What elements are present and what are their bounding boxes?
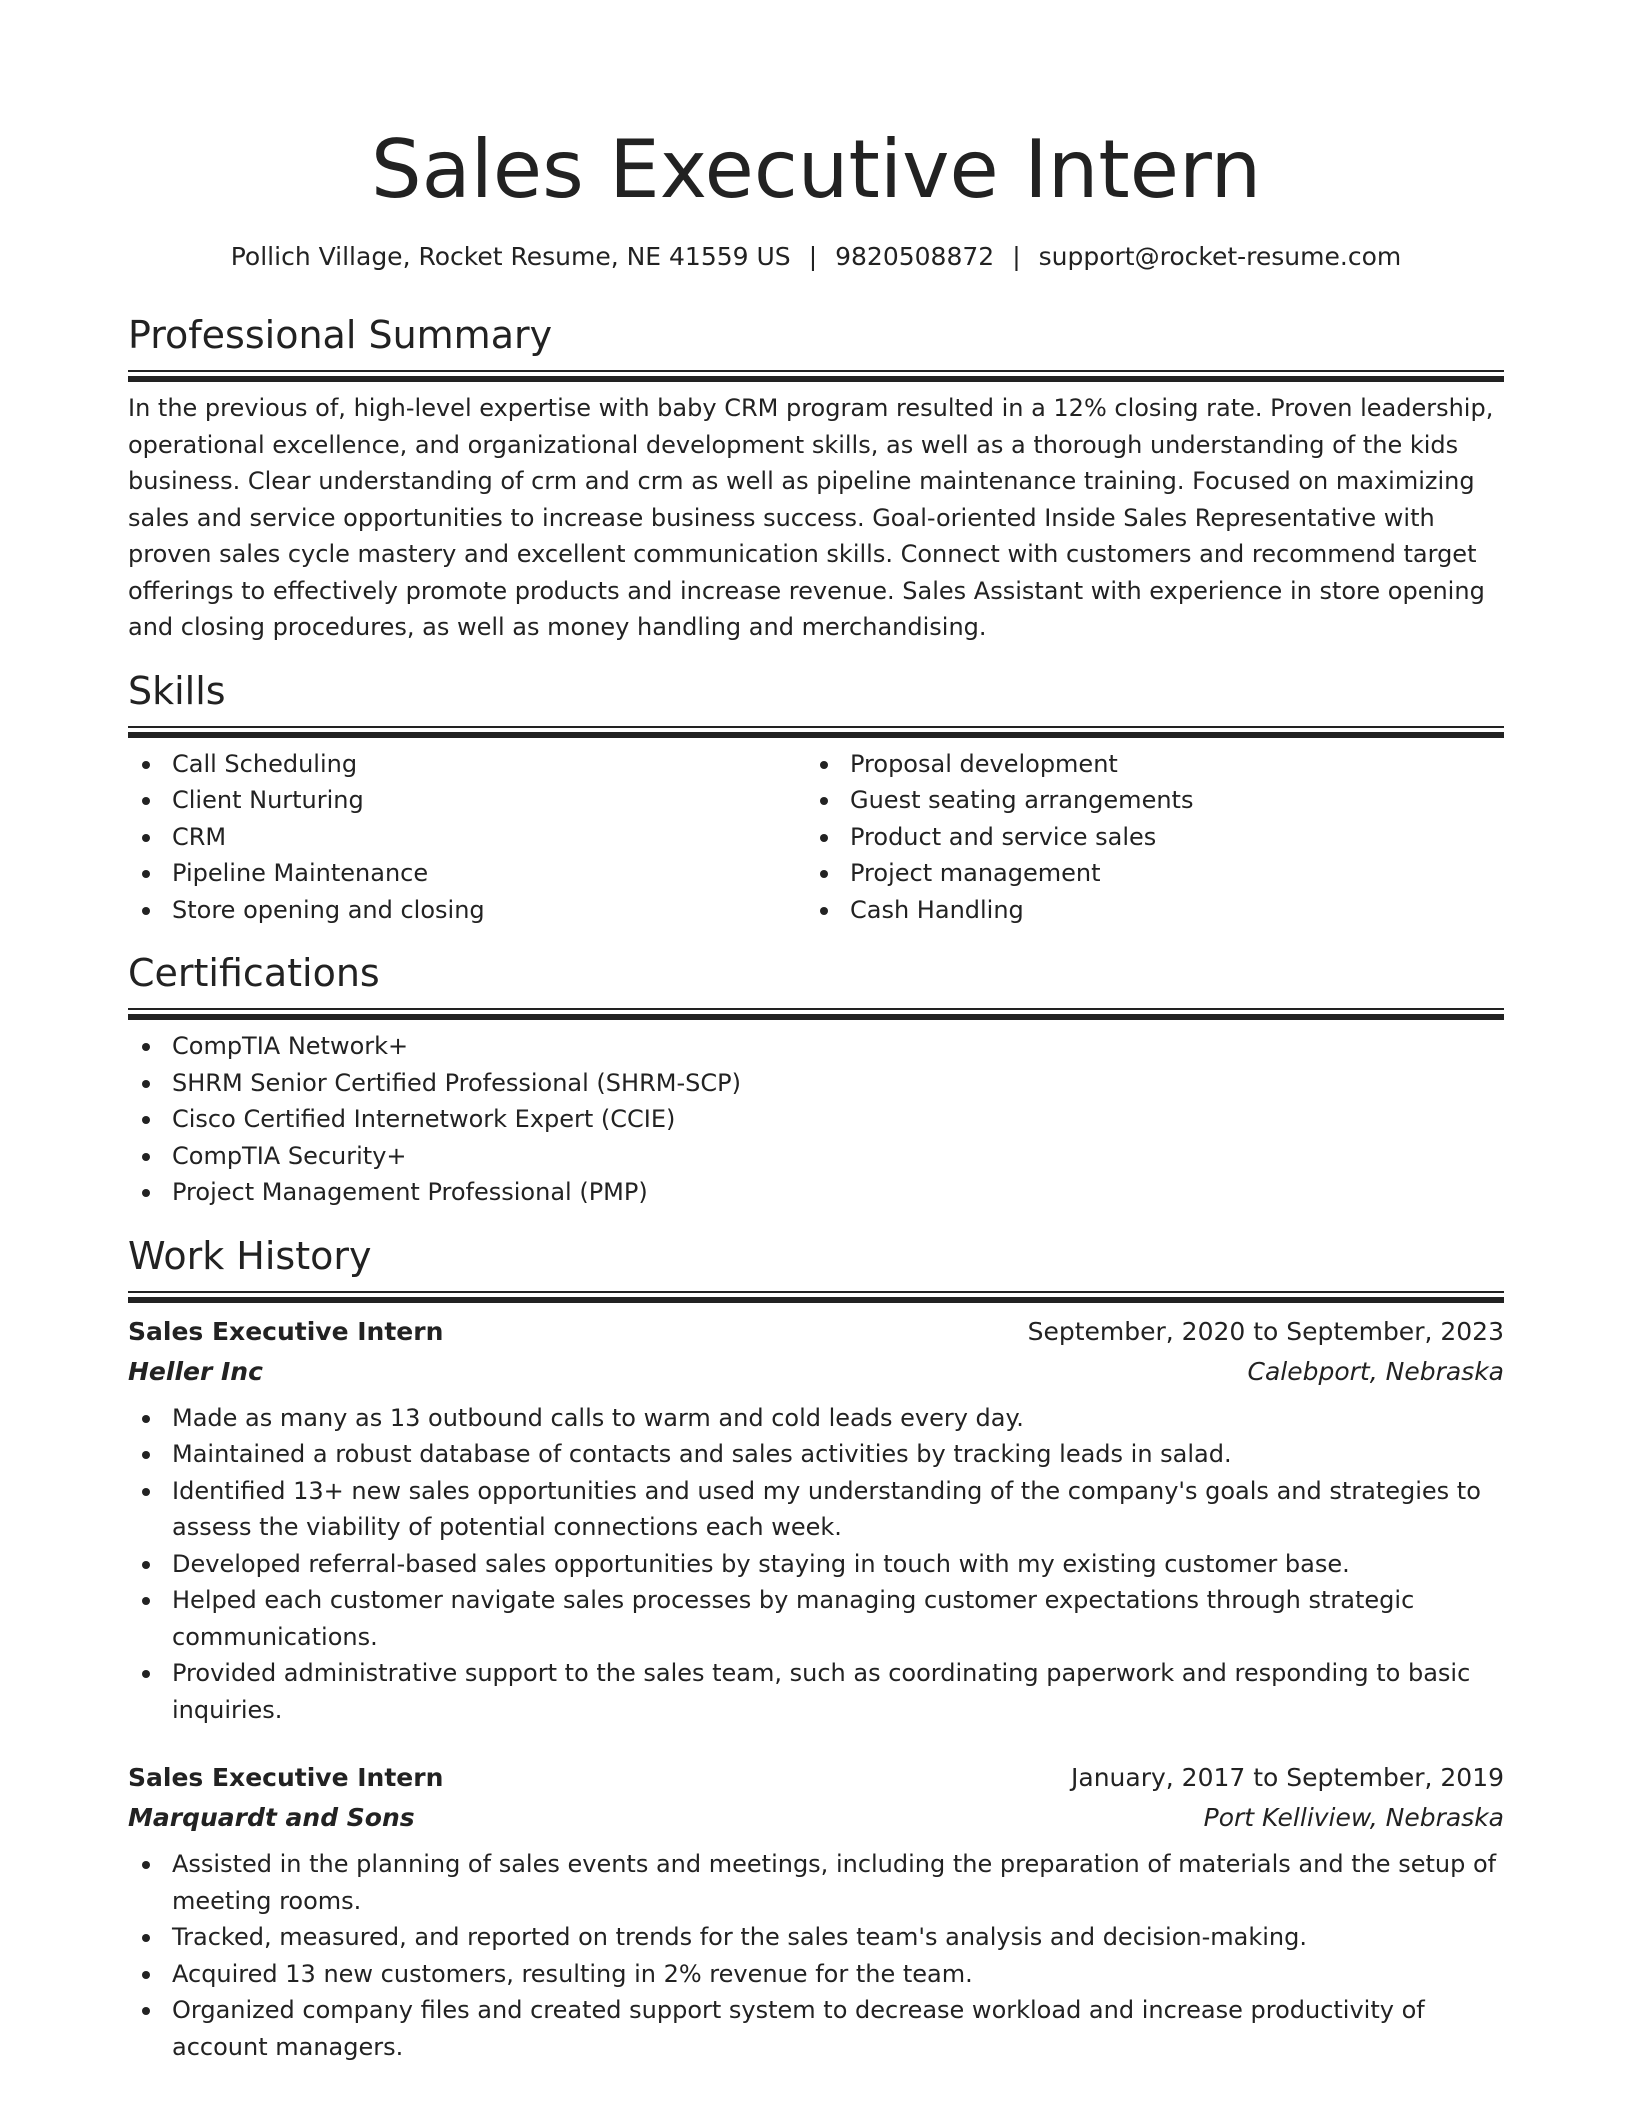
job-bullet: Maintained a robust database of contacts and sales activities by tracking leads in salad. [172,1436,1504,1473]
skill-item: Cash Handling [850,892,1484,929]
job-bullet: Made as many as 13 outbound calls to warm and cold leads every day. [172,1400,1504,1437]
job-dates: September, 2020 to September, 2023 [1027,1316,1504,1346]
skill-item: Proposal development [850,746,1484,783]
contact-separator: | [1012,242,1021,271]
resume-name: Sales Executive Intern [370,123,1262,216]
section-title-certifications: Certifications [128,951,380,995]
job-header [128,1758,1504,1798]
skill-item: Client Nurturing [172,782,806,819]
job-company: Marquardt and Sons [128,1803,415,1832]
certification-item: SHRM Senior Certified Professional (SHRM-SCP) [172,1065,1504,1102]
certifications-list [128,1028,1504,1211]
certification-item: Cisco Certified Internetwork Expert (CCIE) [172,1101,1504,1138]
certification-item: Project Management Professional (PMP) [172,1174,1504,1211]
skill-item: Guest seating arrangements [850,782,1484,819]
job-bullet: Provided administrative support to the sales team, such as coordinating paperwork and responding to basic inquiries. [172,1655,1504,1728]
certification-item: CompTIA Security+ [172,1138,1504,1175]
skills-grid [128,746,1504,929]
job-bullet: Tracked, measured, and reported on trends for the sales team's analysis and decision-making. [172,1919,1504,1956]
job-company: Heller Inc [128,1356,263,1386]
skill-item: CRM [172,819,806,856]
section-rule [128,370,1504,381]
skill-item: Project management [850,855,1484,892]
skills-column-right [806,746,1484,929]
job-title: Sales Executive Intern [128,1316,444,1346]
job-bullet: Acquired 13 new customers, resulting in 2% revenue for the team. [172,1956,1504,1993]
job-bullets [128,1400,1504,1729]
section-rule [128,726,1504,737]
job-entry [128,1312,1504,1729]
job-subheader [128,1798,1504,1838]
work-section [128,1233,1504,2066]
contact-address: Pollich Village, Rocket Resume, NE 41559 US [230,242,791,271]
job-bullet: Helped each customer navigate sales processes by managing customer expectations through strategic communications. [172,1582,1504,1655]
contact-separator: | [808,242,818,271]
skills-section [128,668,1504,929]
job-location: Port Kelliview, Nebraska [1203,1803,1504,1832]
certifications-section [128,950,1504,1211]
job-subheader [128,1352,1504,1392]
section-title-summary: Professional Summary [128,313,553,357]
job-bullet: Organized company files and created support system to decrease workload and increase productivity of account managers. [172,1992,1504,2065]
summary-text: In the previous of, high-level expertise with baby CRM program resulted in a 12% closing rate. Proven leadership, operational excellence, and organizational development skills, as well as a thorough understanding of the kids business. Clear understanding of crm and crm as well as pipeline maintenance training. Focused on maximizing sales and service opportunities to increase business success. Goal-oriented Inside Sales Representative with proven sales cycle mastery and excellent communication skills. Connect with customers and recommend target offerings to effectively promote products and increase revenue. Sales Assistant with experience in store opening and closing procedures, as well as money handling and merchandising. [128,394,1494,641]
section-rule [128,1008,1504,1019]
job-entry [128,1758,1504,2065]
skill-item: Store opening and closing [172,892,806,929]
job-dates: January, 2017 to September, 2019 [1071,1763,1504,1792]
job-title: Sales Executive Intern [128,1763,444,1792]
skills-column-left [128,746,806,929]
job-header [128,1312,1504,1352]
skill-item: Call Scheduling [172,746,806,783]
section-title-skills: Skills [128,668,226,713]
section-rule [128,1291,1504,1302]
job-bullet: Developed referral-based sales opportunities by staying in touch with my existing customer base. [172,1546,1504,1583]
resume-page [128,0,1504,2065]
contact-line [128,240,1504,274]
job-location: Calebport, Nebraska [1247,1356,1504,1386]
job-bullets [128,1846,1504,2065]
section-title-work: Work History [128,1233,372,1278]
skill-item: Pipeline Maintenance [172,855,806,892]
job-bullet: Identified 13+ new sales opportunities and used my understanding of the company's goals and strategies to assess the viability of potential connections each week. [172,1473,1504,1546]
contact-email: support@rocket-resume.com [1038,242,1402,271]
summary-section [128,312,1504,646]
contact-phone: 9820508872 [835,242,995,271]
certification-item: CompTIA Network+ [172,1028,1504,1065]
skill-item: Product and service sales [850,819,1484,856]
job-bullet: Assisted in the planning of sales events and meetings, including the preparation of materials and the setup of meeting rooms. [172,1846,1504,1919]
